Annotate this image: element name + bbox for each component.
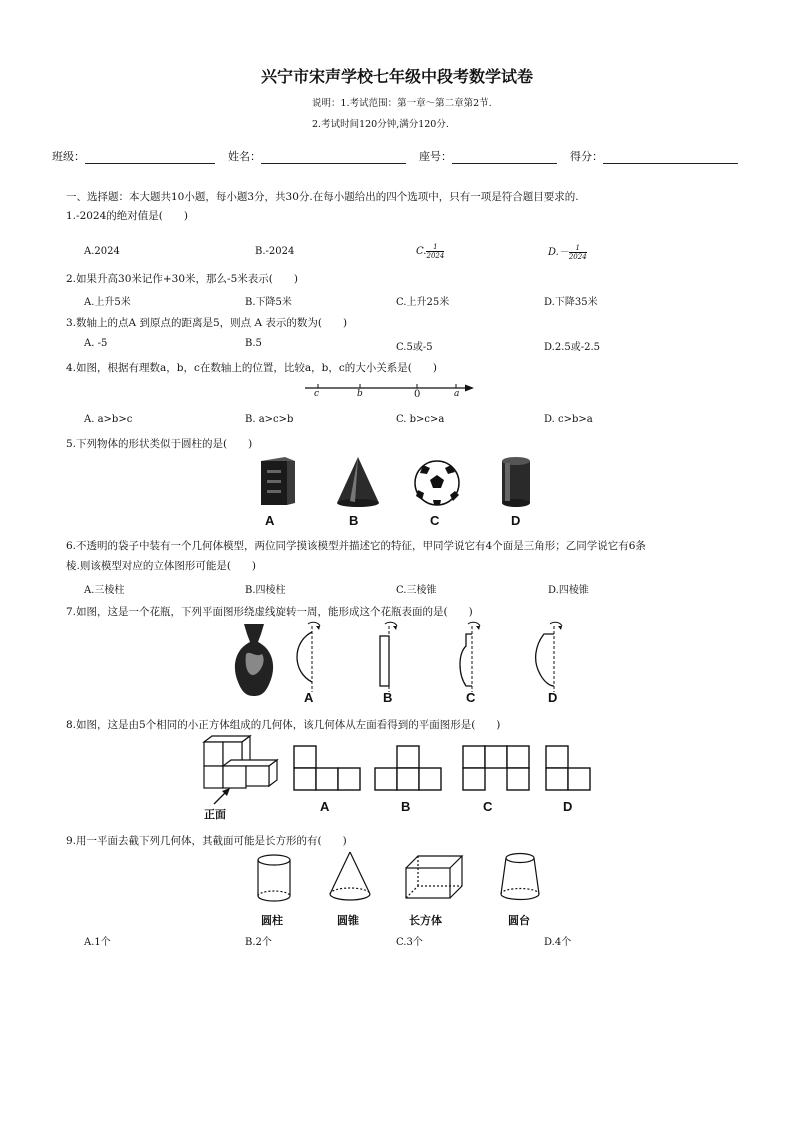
q9-shape-cone: 圆锥 (337, 914, 359, 927)
q1-c-numerator: 1 (426, 243, 444, 252)
q9-shape-cylinder: 圆柱 (261, 914, 283, 927)
number-line-figure (300, 380, 480, 410)
soccer-ball-icon (415, 461, 459, 505)
profile-d-icon (536, 622, 562, 692)
q9-option-c[interactable]: C.3个 (396, 937, 423, 948)
q3-option-a[interactable]: A. -5 (84, 338, 108, 349)
q5-stem: 5.下列物体的形状类似于圆柱的是( ) (66, 438, 253, 450)
q2-option-a[interactable]: A.上升5米 (84, 297, 131, 308)
q1-c-denominator: 2024 (426, 252, 445, 260)
q2-option-b[interactable]: B.下降5米 (245, 297, 292, 308)
q3-option-d[interactable]: D.2.5或-2.5 (544, 342, 601, 353)
q2-option-c[interactable]: C.上升25米 (396, 297, 450, 308)
exam-note-time: 2.考试时间120分钟,满分120分. (312, 119, 449, 130)
q9-shape-frustum: 圆台 (508, 914, 530, 927)
view-b-icon (375, 746, 441, 790)
q8-figures (198, 734, 598, 814)
q4-option-c[interactable]: C. b>c>a (396, 414, 445, 425)
q6-stem-line2: 棱.则该模型对应的立体图形可能是( ) (66, 560, 257, 572)
q8-label-b: B (401, 799, 411, 814)
q3-option-c[interactable]: C.5或-5 (396, 342, 433, 353)
q4-stem: 4.如图，根据有理数a，b，c在数轴上的位置，比较a，b，c的大小关系是( ) (66, 362, 437, 374)
q1-stem: 1.-2024的绝对值是( ) (66, 210, 188, 222)
q4-option-a[interactable]: A. a>b>c (84, 414, 133, 425)
q3-option-b[interactable]: B.5 (245, 338, 262, 349)
axis-label-b: b (357, 389, 363, 399)
cube-assembly-icon (204, 736, 277, 790)
q1-d-fraction (569, 244, 587, 261)
seat-field[interactable] (452, 151, 557, 164)
frustum-shape-icon (501, 854, 539, 900)
q7-label-b: B (383, 690, 393, 705)
q1-option-b[interactable]: B.-2024 (255, 246, 295, 257)
q9-option-d[interactable]: D.4个 (544, 937, 572, 948)
q2-stem: 2.如果升高30米记作+30米，那么-5米表示( ) (66, 273, 298, 285)
cone-shape-icon (330, 852, 370, 900)
q6-option-a[interactable]: A.三棱柱 (84, 585, 125, 596)
section-heading: 一、选择题：本大题共10小题，每小题3分，共30分.在每小题给出的四个选项中，只有一项是符合题目要求的. (66, 191, 579, 203)
q9-option-a[interactable]: A.1个 (84, 937, 111, 948)
page-title: 兴宁市宋声学校七年级中段考数学试卷 (260, 67, 533, 86)
q7-label-c: C (466, 690, 476, 705)
q1-d-denominator: 2024 (568, 253, 587, 261)
profile-a-icon (297, 622, 320, 692)
q6-option-c[interactable]: C.三棱锥 (396, 585, 437, 596)
q6-stem-line1: 6.不透明的袋子中装有一个几何体模型，两位同学摸该模型并描述它的特征，甲同学说它有4个面是三角形；乙同学说它有6条 (66, 540, 646, 552)
q6-option-d[interactable]: D.四棱锥 (548, 585, 589, 596)
cuboid-shape-icon (406, 856, 462, 898)
q1-c-fraction (426, 243, 444, 260)
name-field[interactable] (261, 151, 406, 164)
q5-label-b: B (349, 513, 359, 528)
q7-figures (236, 620, 566, 700)
axis-label-c: c (314, 389, 320, 399)
axis-label-zero: 0 (414, 389, 421, 400)
view-d-icon (546, 746, 590, 790)
q7-label-a: A (304, 690, 314, 705)
q4-option-b[interactable]: B. a>c>b (245, 414, 294, 425)
q5-figures (255, 455, 555, 515)
q9-option-b[interactable]: B.2个 (245, 937, 272, 948)
class-label: 班级： (52, 150, 85, 163)
name-label: 姓名： (228, 150, 261, 163)
q6-option-b[interactable]: B.四棱柱 (245, 585, 286, 596)
q9-shape-cuboid: 长方体 (409, 914, 442, 927)
profile-c-icon (460, 622, 480, 692)
q1-option-c[interactable] (416, 243, 444, 260)
q1-option-d[interactable] (548, 243, 587, 261)
q3-stem: 3.数轴上的点A 到原点的距离是5，则点 A 表示的数为( ) (66, 317, 348, 329)
q8-label-a: A (320, 799, 330, 814)
student-info-row (52, 148, 738, 164)
q8-stem: 8.如图，这是由5个相同的小正方体组成的几何体，该几何体从左面看得到的平面图形是( ) (66, 719, 501, 731)
q7-label-d: D (548, 690, 558, 705)
q5-label-d: D (511, 513, 521, 528)
view-c-icon (463, 746, 529, 790)
q5-label-a: A (265, 513, 275, 528)
view-a-icon (294, 746, 360, 790)
profile-b-icon (380, 622, 397, 692)
q1-option-a[interactable]: A.2024 (84, 246, 120, 257)
exam-note-scope: 说明：1.考试范围：第一章～第二章第2节. (312, 98, 492, 109)
cone-object-icon (337, 457, 379, 507)
class-field[interactable] (85, 151, 215, 164)
cylinder-object-icon (502, 457, 530, 507)
q7-stem: 7.如图，这是一个花瓶，下列平面图形绕虚线旋转一周，能形成这个花瓶表面的是( ) (66, 606, 473, 618)
axis-label-a: a (454, 389, 460, 399)
q9-figures (250, 850, 550, 908)
q1-d-prefix: D.－ (548, 247, 569, 258)
q2-option-d[interactable]: D.下降35米 (544, 297, 598, 308)
q9-stem: 9.用一平面去截下列几何体，其截面可能是长方形的有( ) (66, 835, 347, 847)
seat-label: 座号： (419, 150, 452, 163)
vase-icon (235, 624, 273, 696)
score-label: 得分： (570, 150, 603, 163)
q1-c-prefix: C. (416, 246, 427, 257)
q4-option-d[interactable]: D. c>b>a (544, 414, 593, 425)
q1-d-numerator: 1 (569, 244, 587, 253)
q8-label-d: D (563, 799, 573, 814)
score-field[interactable] (603, 151, 738, 164)
cylinder-shape-icon (258, 855, 290, 901)
box-object-icon (261, 457, 295, 505)
front-view-label: 正面 (204, 808, 226, 821)
q5-label-c: C (430, 513, 440, 528)
q8-label-c: C (483, 799, 493, 814)
